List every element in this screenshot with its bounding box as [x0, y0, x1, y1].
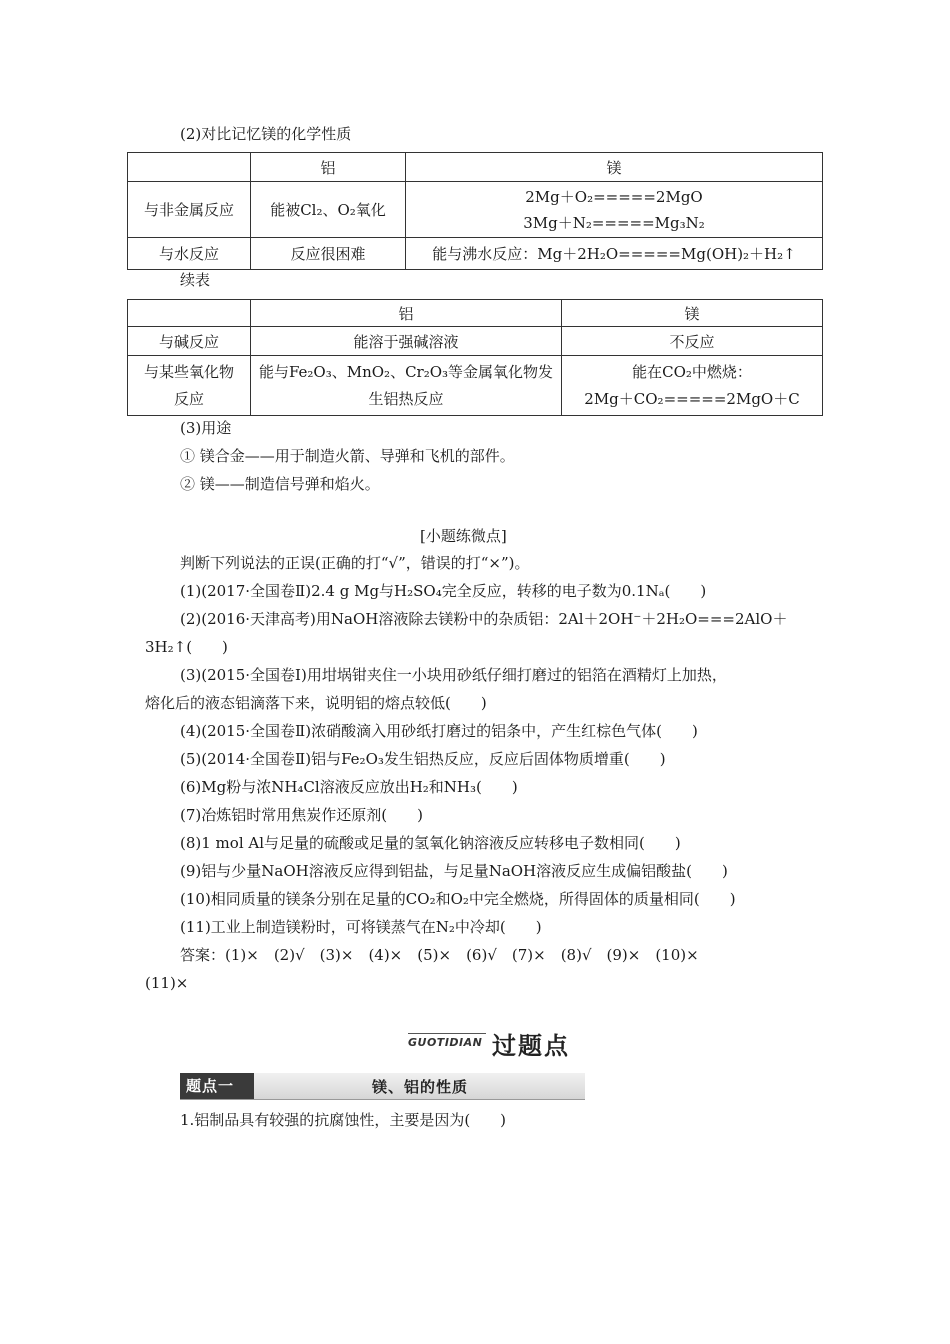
guotidian-banner — [408, 1026, 578, 1058]
practice-item-continued: 3H₂↑( ) — [145, 638, 228, 656]
al-cell — [251, 356, 562, 416]
practice-item: (6)Mg粉与浓NH₄Cl溶液反应放出H₂和NH₃( ) — [180, 778, 518, 796]
row-label — [128, 356, 251, 416]
practice-item: (8)1 mol Al与足量的硫酸或足量的氢氧化钠溶液反应转移电子数相同( ) — [180, 834, 681, 852]
practice-item: (3)(2015·全国卷Ⅰ)用坩埚钳夹住一小块用砂纸仔细打磨过的铝箔在酒精灯上加热， — [180, 666, 727, 684]
topic-title: 镁、铝的性质 — [372, 1078, 469, 1096]
comparison-table-continued — [127, 299, 823, 416]
row-label: 与非金属反应 — [128, 182, 251, 238]
topic-tag — [180, 1073, 254, 1099]
mg-cell: 能与沸水反应：Mg＋2H₂O=====Mg(OH)₂＋H₂↑ — [406, 238, 823, 270]
equation: 3Mg＋N₂=====Mg₃N₂ — [523, 213, 705, 232]
uses-item: ① 镁合金——用于制造火箭、导弹和飞机的部件。 — [180, 447, 515, 465]
practice-item: (1)(2017·全国卷Ⅱ)2.4 g Mg与H₂SO₄完全反应，转移的电子数为0.1Nₐ( ) — [180, 582, 707, 600]
banner-zh: 过题点 — [492, 1032, 570, 1060]
mg-cell: 不反应 — [562, 327, 823, 356]
practice-item: (4)(2015·全国卷Ⅱ)浓硝酸滴入用砂纸打磨过的铝条中，产生红棕色气体( ) — [180, 722, 698, 740]
al-cell: 能被Cl₂、O₂氧化 — [251, 182, 406, 238]
comparison-table — [127, 152, 823, 270]
practice-item: (2)(2016·天津高考)用NaOH溶液除去镁粉中的杂质铝：2Al＋2OH⁻＋2H₂O===2AlO＋ — [180, 610, 788, 628]
mg-cell — [406, 182, 823, 238]
table-header-mg: 镁 — [406, 153, 823, 182]
table-header-mg: 镁 — [562, 300, 823, 327]
equation: 2Mg＋CO₂=====2MgO＋C — [584, 389, 800, 408]
practice-item-continued: 熔化后的液态铝滴落下来，说明铝的熔点较低( ) — [145, 694, 487, 712]
continued-label: 续表 — [180, 271, 211, 289]
practice-heading: [小题练微点] — [420, 527, 507, 545]
answer-line: 答案：(1)× (2)√ (3)× (4)× (5)× (6)√ (7)× (8)√ (9)× (10)× — [180, 946, 699, 964]
al-cell: 反应很困难 — [251, 238, 406, 270]
uses-heading: (3)用途 — [180, 419, 232, 437]
practice-instruction: 判断下列说法的正误(正确的打“√”，错误的打“×”)。 — [180, 554, 530, 572]
banner-rule — [408, 1033, 486, 1034]
table-header-empty — [128, 300, 251, 327]
practice-item: (11)工业上制造镁粉时，可将镁蒸气在N₂中冷却( ) — [180, 918, 542, 936]
topic-tag-label: 题点一 — [186, 1077, 235, 1095]
row-label-line: 反应 — [173, 389, 204, 408]
answer-line-continued: (11)× — [145, 974, 189, 992]
section-heading: (2)对比记忆镁的化学性质 — [180, 125, 352, 143]
al-cell-line: 生铝热反应 — [368, 389, 444, 408]
row-label: 与碱反应 — [128, 327, 251, 356]
practice-item: (10)相同质量的镁条分别在足量的CO₂和O₂中完全燃烧，所得固体的质量相同( ) — [180, 890, 736, 908]
question-1: 1.铝制品具有较强的抗腐蚀性，主要是因为( ) — [180, 1111, 507, 1129]
practice-item: (9)铝与少量NaOH溶液反应得到铝盐，与足量NaOH溶液反应生成偏铝酸盐( ) — [180, 862, 728, 880]
al-cell-line: 能与Fe₂O₃、MnO₂、Cr₂O₃等金属氧化物发 — [258, 362, 554, 381]
practice-item: (7)冶炼铝时常用焦炭作还原剂( ) — [180, 806, 423, 824]
mg-cell — [562, 356, 823, 416]
practice-item: (5)(2014·全国卷Ⅱ)铝与Fe₂O₃发生铝热反应，反应后固体物质增重( ) — [180, 750, 666, 768]
equation: 2Mg＋O₂=====2MgO — [525, 187, 703, 206]
table-header-empty — [128, 153, 251, 182]
row-label: 与水反应 — [128, 238, 251, 270]
table-header-al: 铝 — [251, 153, 406, 182]
uses-item: ② 镁——制造信号弹和焰火。 — [180, 475, 380, 493]
table-header-al: 铝 — [251, 300, 562, 327]
al-cell: 能溶于强碱溶液 — [251, 327, 562, 356]
banner-en: GUOTIDIAN — [408, 1036, 483, 1049]
mg-cell-line: 能在CO₂中燃烧： — [632, 362, 752, 381]
row-label-line: 与某些氧化物 — [143, 362, 234, 381]
